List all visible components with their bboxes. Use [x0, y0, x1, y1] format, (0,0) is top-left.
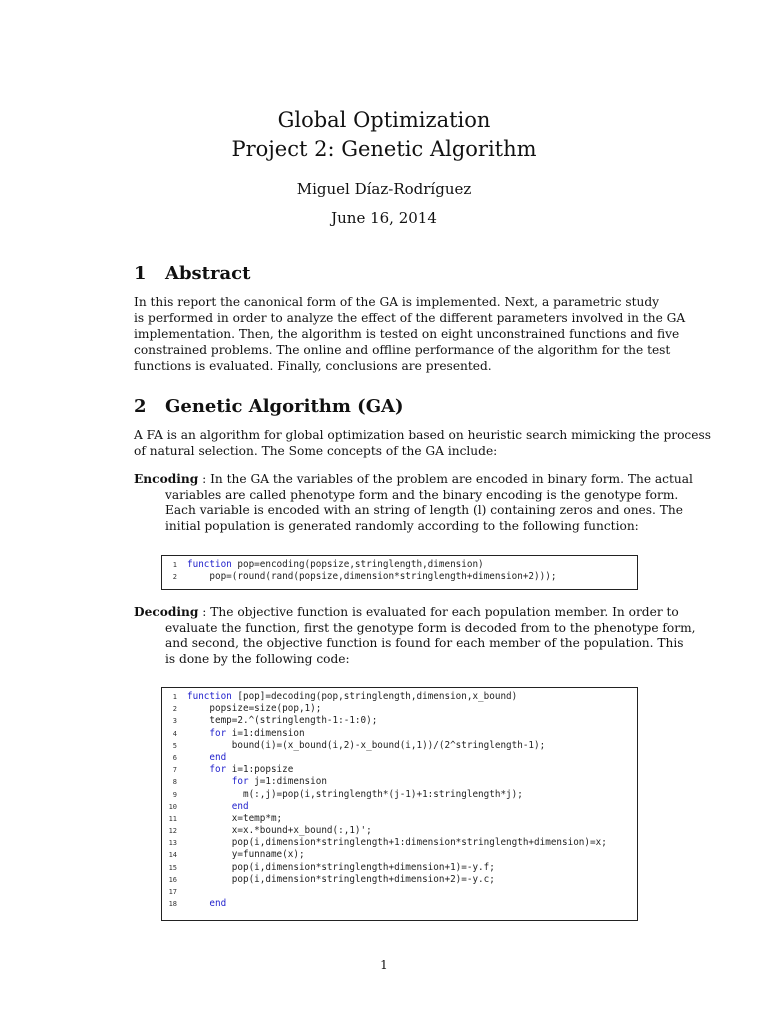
text-line: implementation. Then, the algorithm is tested on eight unconstrained functions and five [134, 327, 680, 341]
code-line [162, 571, 637, 583]
line-number: 6 [172, 753, 177, 762]
page-number: 1 [380, 958, 388, 972]
code-text: popsize=size(pop,1); [187, 703, 322, 715]
line-number: 11 [168, 814, 177, 823]
code-line [162, 740, 637, 752]
text-line: A FA is an algorithm for global optimization based on heuristic search mimicking the process [134, 428, 711, 442]
code-text: for i=1:dimension [187, 727, 305, 739]
definition-text: : In the GA the variables of the problem are encoded in binary form. The actual [198, 472, 693, 486]
paper-title-line-1: Global Optimization [277, 108, 491, 132]
paper-title-line-2: Project 2: Genetic Algorithm [231, 137, 537, 161]
code-line [162, 862, 637, 874]
text-line: Each variable is encoded with an string of length (l) containing zeros and ones. The [165, 503, 683, 517]
code-line [162, 813, 637, 825]
author: Miguel Díaz-Rodríguez [296, 180, 472, 198]
section-title: Genetic Algorithm (GA) [165, 396, 404, 417]
section-number: 1 [134, 263, 147, 284]
code-text: pop(i,dimension*stringlength+dimension+2)=-y.c; [187, 873, 495, 885]
definition-encoding [134, 472, 693, 534]
text-line: of natural selection. The Some concepts of the GA include: [134, 444, 498, 458]
code-text: pop(i,dimension*stringlength+1:dimension*stringlength+dimension)=x; [187, 837, 607, 849]
section-heading-abstract [134, 263, 250, 284]
section-heading-genetic-algorithm [134, 396, 404, 417]
date: June 16, 2014 [331, 209, 437, 227]
code-line [162, 874, 637, 886]
code-text: y=funname(x); [187, 849, 305, 861]
text-line: and second, the objective function is found for each member of the population. This [165, 636, 684, 650]
code-text [187, 752, 226, 764]
definition-first-line [134, 605, 679, 621]
code-keyword: for [187, 764, 227, 776]
line-number: 3 [172, 717, 177, 726]
definition-first-line [134, 472, 693, 488]
code-text: function [pop]=decoding(pop,stringlength,dimension,x_bound) [187, 691, 518, 702]
text-line: variables are called phenotype form and the binary encoding is the genotype form. [165, 487, 679, 502]
section-number: 2 [134, 396, 147, 417]
line-number: 7 [172, 766, 177, 775]
code-text: pop=(round(rand(popsize,dimension*stringlength+dimension+2))); [187, 571, 557, 583]
code-keyword: for [187, 776, 249, 788]
code-text: function pop=encoding(popsize,stringlength,dimension) [187, 559, 484, 570]
text-line: initial population is generated randomly according to the following function: [165, 518, 639, 533]
definition-term: Decoding [134, 605, 199, 619]
code-text: for j=1:dimension [187, 776, 327, 788]
section-title: Abstract [165, 263, 251, 284]
line-number: 8 [172, 778, 177, 787]
code-text: x=temp*m; [187, 812, 283, 824]
code-text: temp=2.^(stringlength-1:-1:0); [187, 715, 378, 727]
code-text [187, 801, 249, 813]
code-line [162, 849, 637, 861]
line-number: 12 [168, 827, 177, 836]
code-line [162, 728, 637, 740]
line-number: 18 [168, 900, 177, 909]
line-number: 1 [172, 693, 177, 701]
code-listing-decoding [161, 687, 638, 921]
text-line: evaluate the function, first the genotype form is decoded from to the phenotype form, [165, 620, 696, 635]
text-line: is performed in order to analyze the effect of the different parameters involved in the GA [134, 311, 686, 325]
code-line [162, 691, 637, 703]
code-line [162, 801, 637, 813]
definition-term: Encoding [134, 472, 199, 486]
line-number: 15 [168, 863, 177, 872]
code-text: pop(i,dimension*stringlength+dimension+1)=-y.f; [187, 861, 495, 873]
code-line [162, 789, 637, 801]
code-line [162, 764, 637, 776]
code-keyword: end [187, 751, 227, 763]
code-text: x=x.*bound+x_bound(:,1)'; [187, 825, 372, 837]
text-line: is done by the following code: [165, 651, 350, 666]
code-line [162, 886, 637, 898]
line-number: 14 [168, 851, 177, 860]
code-keyword: for [187, 727, 227, 739]
code-line [162, 752, 637, 764]
line-number: 16 [168, 875, 177, 884]
code-text: bound(i)=(x_bound(i,2)-x_bound(i,1))/(2^stringlength-1); [187, 739, 546, 751]
line-number: 13 [168, 839, 177, 848]
code-line [162, 703, 637, 715]
text-line: In this report the canonical form of the GA is implemented. Next, a parametric study [134, 295, 660, 309]
abstract-paragraph [134, 294, 686, 374]
code-keyword: function [187, 691, 232, 702]
line-number: 4 [172, 729, 177, 738]
code-keyword: end [187, 898, 227, 910]
definition-decoding [134, 605, 696, 667]
code-line [162, 837, 637, 849]
text-line: functions is evaluated. Finally, conclusions are presented. [134, 359, 492, 373]
ga-intro-paragraph [134, 427, 711, 459]
code-line [162, 825, 637, 837]
definition-text: : The objective function is evaluated for each population member. In order to [198, 605, 679, 619]
code-line [162, 715, 637, 727]
code-text: for i=1:popsize [187, 764, 294, 776]
line-number: 17 [168, 888, 177, 896]
code-keyword: end [187, 800, 249, 812]
line-number: 9 [172, 790, 177, 799]
code-line [162, 898, 637, 910]
code-text [187, 898, 226, 910]
code-line [162, 776, 637, 788]
code-line [162, 559, 637, 571]
text-line: constrained problems. The online and offline performance of the algorithm for the test [134, 343, 671, 357]
line-number: 2 [172, 705, 177, 714]
code-listing-encoding [161, 555, 638, 590]
line-number: 2 [172, 573, 177, 582]
line-number: 10 [168, 802, 177, 811]
line-number: 1 [172, 561, 177, 569]
line-number: 5 [172, 741, 177, 750]
code-text: m(:,j)=pop(i,stringlength*(j-1)+1:stringlength*j); [187, 788, 523, 800]
code-keyword: function [187, 559, 232, 570]
